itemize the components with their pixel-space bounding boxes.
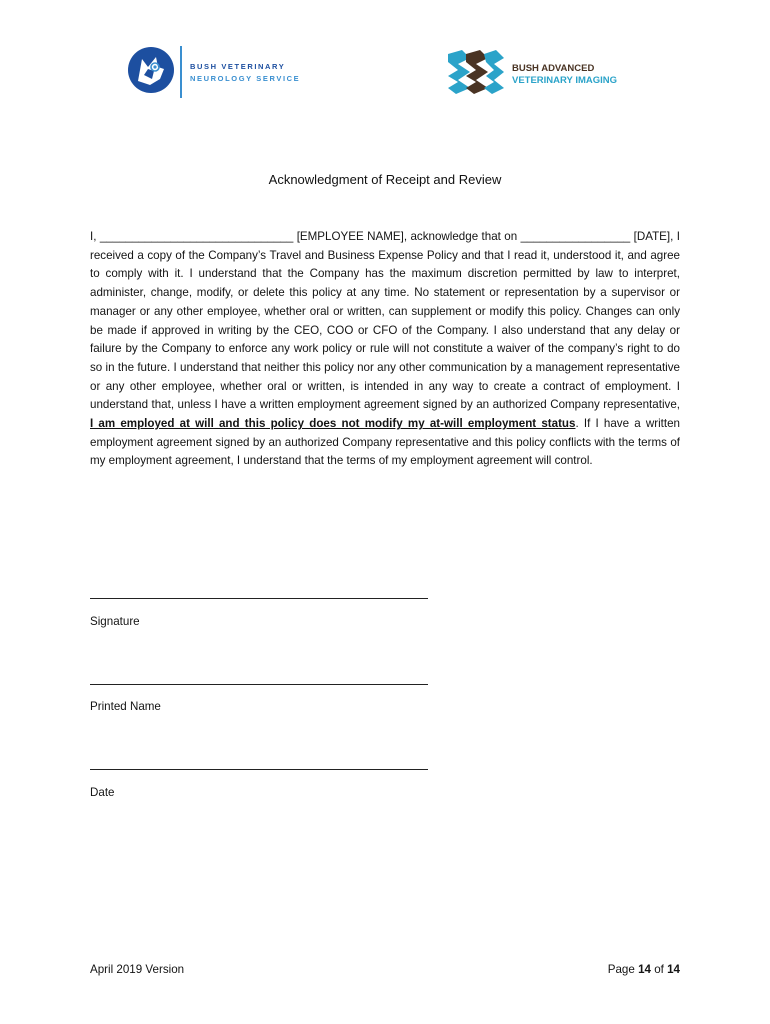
page-number-footer xyxy=(608,963,680,976)
date-label: Date xyxy=(90,786,115,799)
page-total: 14 xyxy=(667,963,680,976)
bush-veterinary-neurology-logo xyxy=(126,44,300,100)
acknowledgment-paragraph xyxy=(90,228,680,471)
bba-monogram-icon xyxy=(444,48,506,101)
left-logo-line1: BUSH VETERINARY xyxy=(190,61,286,71)
version-footer: April 2019 Version xyxy=(90,963,185,976)
bush-advanced-veterinary-imaging-logo xyxy=(444,48,617,101)
printed-name-line[interactable] xyxy=(90,684,428,685)
signature-line[interactable] xyxy=(90,598,428,599)
document-title: Acknowledgment of Receipt and Review xyxy=(268,172,502,187)
logo-divider xyxy=(180,46,182,98)
page-prefix: Page xyxy=(607,963,639,976)
left-logo-line2: NEUROLOGY SERVICE xyxy=(190,73,301,83)
right-logo-line1: BUSH ADVANCED xyxy=(512,63,595,74)
at-will-emphasis: I am employed at will and this policy does not modify my at-will employment status xyxy=(90,417,576,431)
paragraph-text-part1: I, ______________________________ [EMPLOYEE NAME], acknowledge that on _________________ [DATE], I received a copy of the Company’s Travel and Business Expense Policy and that I read it, understood it, and agree to comply with it. I understand that the Company has the maximum discretion permitted by law to interpret, administer, change, modify, or delete this policy at any time. No statement or representation by a supervisor or manager or any other employee, whether oral or written, can supplement or modify this policy. Changes can only be made if approved in writing by the CEO, COO or CFO of the Company. I also understand that any delay or failure by the Company to enforce any work policy or rule will not constitute a waiver of the company’s right to do so in the future. I understand that neither this policy nor any other communication by a management representative or any other employee, whether oral or written, is intended in any way to create a contract of employment. I understand that, unless I have a written employment agreement signed by an authorized Company representative, xyxy=(90,230,680,412)
dog-head-icon xyxy=(126,45,176,100)
date-line[interactable] xyxy=(90,769,428,770)
page-current: 14 xyxy=(638,963,651,976)
printed-name-label: Printed Name xyxy=(90,700,161,713)
page-of: of xyxy=(650,963,668,976)
right-logo-line2: VETERINARY IMAGING xyxy=(512,75,618,86)
signature-label: Signature xyxy=(90,615,140,628)
paragraph-text-part2: . If I have a written employment agreement signed by an authorized Company representative and this policy conflicts with the terms of my employment agreement, I understand that the terms of my employment agreement will control. xyxy=(90,417,680,468)
